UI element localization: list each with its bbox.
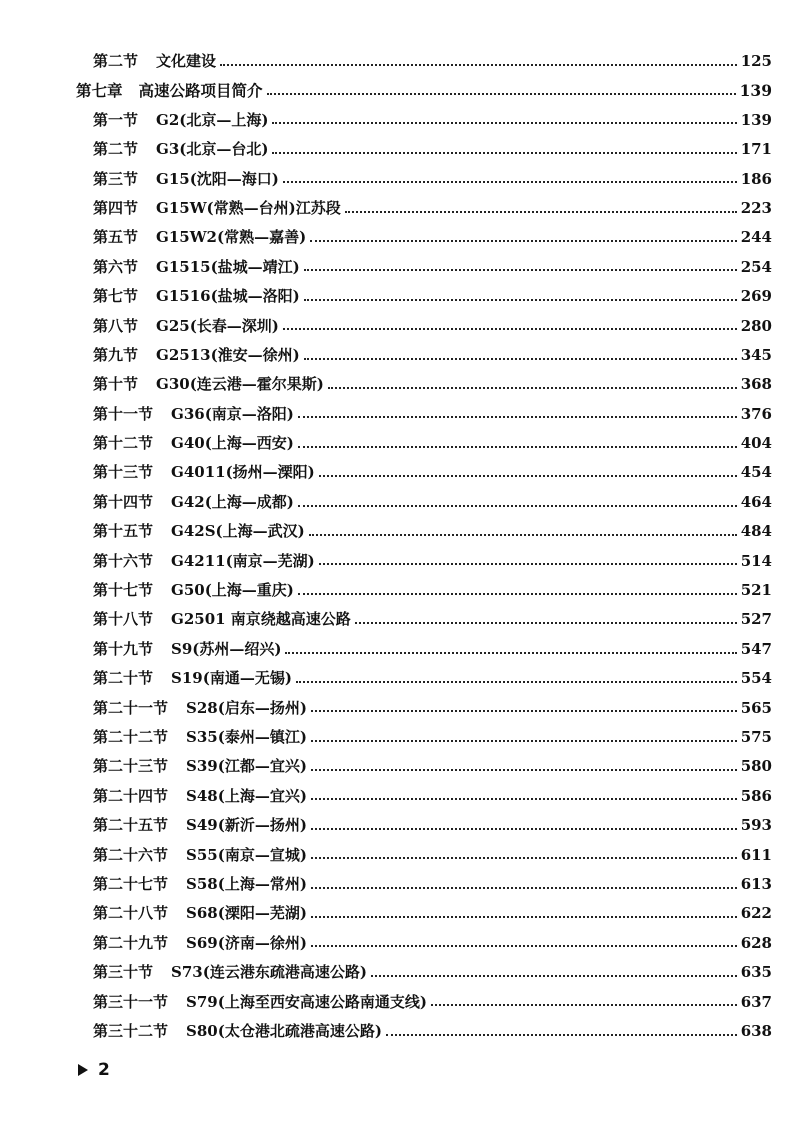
toc-section-row[interactable]: [76, 341, 772, 370]
toc-page-number: 223: [740, 198, 772, 217]
toc-page-number: 637: [740, 992, 772, 1011]
toc-page-number: 139: [740, 110, 772, 129]
toc-page-number: 638: [740, 1021, 772, 1040]
toc-entry-number: 第二十四节: [93, 786, 169, 805]
toc-page-number: 521: [740, 581, 772, 600]
toc-section-row[interactable]: [76, 899, 772, 928]
dot-leader: [345, 211, 737, 213]
toc-entry-number: 第十二节: [93, 434, 154, 453]
toc-entry-number: 第十节: [93, 375, 139, 394]
dot-leader: [311, 740, 737, 742]
toc-entry-number: 第二节: [93, 52, 139, 70]
toc-entry-title: G30(连云港—霍尔果斯): [156, 375, 324, 394]
toc-page-number: 484: [740, 522, 772, 541]
toc-section-row[interactable]: [76, 723, 772, 752]
dot-leader: [220, 64, 737, 66]
toc-entry-title: G25(长春—深圳): [156, 316, 279, 335]
toc-entry-title: G40(上海—西安): [171, 434, 294, 453]
toc-entry-number: 第三十一节: [93, 992, 169, 1011]
dot-leader: [272, 152, 736, 154]
dot-leader: [309, 534, 737, 536]
toc-page-number: 565: [740, 698, 772, 717]
dot-leader: [311, 945, 737, 947]
toc-page-number: 586: [740, 786, 772, 805]
toc-entry-number: 第二十五节: [93, 816, 169, 835]
table-of-contents: [76, 47, 772, 1046]
toc-entry-title: G2513(淮安—徐州): [156, 345, 300, 364]
toc-entry-title: G50(上海—重庆): [171, 581, 294, 600]
toc-page-number: 628: [740, 933, 772, 952]
toc-section-row[interactable]: [76, 782, 772, 811]
dot-leader: [296, 681, 737, 683]
toc-section-row[interactable]: [76, 517, 772, 546]
toc-page-number: 269: [740, 287, 772, 306]
toc-entry-title: S19(南通—无锡): [171, 669, 292, 688]
toc-entry-title: S79(上海至西安高速公路南通支线): [186, 992, 427, 1011]
page-number: 2: [98, 1060, 110, 1080]
toc-section-row[interactable]: [76, 458, 772, 487]
toc-entry-title: G15W(常熟—台州)江苏段: [156, 198, 341, 217]
dot-leader: [272, 122, 736, 124]
toc-entry-title: G1515(盐城—靖江): [156, 257, 300, 276]
toc-entry-title: S35(泰州—镇江): [186, 727, 307, 746]
dot-leader: [355, 622, 737, 624]
toc-page-number: 611: [740, 845, 772, 864]
toc-entry-number: 第二十九节: [93, 933, 169, 952]
toc-entry-title: S9(苏州—绍兴): [171, 639, 282, 658]
toc-entry-number: 第十四节: [93, 492, 154, 511]
toc-entry-title: G2(北京—上海): [156, 110, 269, 129]
toc-entry-title: G36(南京—洛阳): [171, 404, 294, 423]
toc-page-number: 527: [740, 610, 772, 629]
toc-entry-number: 第一节: [93, 110, 139, 129]
toc-entry-title: S39(江都—宜兴): [186, 757, 307, 776]
dot-leader: [386, 1034, 737, 1036]
dot-leader: [285, 652, 736, 654]
toc-entry-title: G42(上海—成都): [171, 492, 294, 511]
toc-page-number: 554: [740, 669, 772, 688]
toc-page-number: 345: [740, 345, 772, 364]
dot-leader: [328, 387, 737, 389]
toc-entry-number: 第三节: [93, 169, 139, 188]
toc-page-number: 622: [740, 904, 772, 923]
toc-page-number: 139: [739, 81, 772, 101]
toc-entry-number: 第十八节: [93, 610, 154, 629]
toc-section-row[interactable]: [76, 547, 772, 576]
toc-entry-title: G3(北京—台北): [156, 140, 269, 159]
toc-page-number: 376: [740, 404, 772, 423]
page-footer: [78, 1060, 110, 1080]
toc-section-row[interactable]: [76, 635, 772, 664]
toc-entry-number: 第二十六节: [93, 845, 169, 864]
toc-entry-title: G4211(南京—芜湖): [171, 551, 315, 570]
toc-page-number: 580: [740, 757, 772, 776]
dot-leader: [319, 563, 737, 565]
toc-section-row[interactable]: [76, 282, 772, 311]
toc-section-row[interactable]: [76, 312, 772, 341]
toc-section-row[interactable]: [76, 429, 772, 458]
toc-entry-title: G15(沈阳—海口): [156, 169, 279, 188]
toc-entry-number: 第二十一节: [93, 698, 169, 717]
toc-page-number: 171: [740, 140, 772, 159]
toc-page-number: 575: [740, 727, 772, 746]
toc-page-number: 244: [740, 228, 772, 247]
toc-section-row[interactable]: [76, 488, 772, 517]
dot-leader: [319, 475, 737, 477]
toc-section-row[interactable]: [76, 958, 772, 987]
toc-entry-number: 第六节: [93, 257, 139, 276]
toc-entry-number: 第八节: [93, 316, 139, 335]
toc-section-row[interactable]: [76, 135, 772, 164]
toc-entry-number: 第五节: [93, 228, 139, 247]
toc-entry-title: S58(上海—常州): [186, 874, 307, 893]
toc-entry-number: 第十一节: [93, 404, 154, 423]
toc-entry-title: G1516(盐城—洛阳): [156, 287, 300, 306]
toc-section-row[interactable]: [76, 576, 772, 605]
dot-leader: [311, 798, 737, 800]
dot-leader: [311, 769, 737, 771]
dot-leader: [283, 328, 737, 330]
toc-page-number: 547: [740, 639, 772, 658]
toc-entry-number: 第十七节: [93, 581, 154, 600]
triangle-right-icon: [78, 1064, 88, 1076]
toc-section-row[interactable]: [76, 841, 772, 870]
dot-leader: [431, 1004, 737, 1006]
toc-entry-number: 第二十节: [93, 669, 154, 688]
toc-section-row[interactable]: [76, 929, 772, 958]
toc-entry-title: S49(新沂—扬州): [186, 816, 307, 835]
toc-entry-title: 文化建设: [156, 52, 217, 70]
toc-entry-number: 第四节: [93, 198, 139, 217]
toc-entry-title: G42S(上海—武汉): [171, 522, 305, 541]
dot-leader: [298, 505, 737, 507]
toc-page-number: 464: [740, 492, 772, 511]
toc-entry-title: S48(上海—宜兴): [186, 786, 307, 805]
toc-section-row[interactable]: [76, 106, 772, 135]
toc-entry-title: S73(连云港东疏港高速公路): [171, 963, 367, 982]
toc-page-number: 254: [740, 257, 772, 276]
toc-page-number: 125: [740, 52, 772, 70]
toc-section-row[interactable]: [76, 47, 772, 76]
toc-page-number: 368: [740, 375, 772, 394]
toc-section-row[interactable]: [76, 988, 772, 1017]
toc-entry-number: 第二十三节: [93, 757, 169, 776]
toc-page-number: 280: [740, 316, 772, 335]
toc-entry-number: 第十三节: [93, 463, 154, 482]
toc-entry-title: S28(启东—扬州): [186, 698, 307, 717]
toc-entry-number: 第二十八节: [93, 904, 169, 923]
dot-leader: [371, 975, 737, 977]
toc-entry-number: 第七节: [93, 287, 139, 306]
toc-entry-title: S69(济南—徐州): [186, 933, 307, 952]
toc-entry-title: S80(太仓港北疏港高速公路): [186, 1021, 382, 1040]
toc-section-row[interactable]: [76, 165, 772, 194]
toc-section-row[interactable]: [76, 664, 772, 693]
toc-section-row[interactable]: [76, 870, 772, 899]
dot-leader: [311, 887, 737, 889]
toc-section-row[interactable]: [76, 752, 772, 781]
toc-entry-title: S55(南京—宣城): [186, 845, 307, 864]
dot-leader: [310, 240, 737, 242]
toc-entry-title: G2501 南京绕越高速公路: [171, 610, 351, 629]
dot-leader: [267, 93, 736, 95]
toc-entry-number: 第十五节: [93, 522, 154, 541]
dot-leader: [298, 593, 737, 595]
toc-page-number: 593: [740, 816, 772, 835]
toc-page-number: 514: [740, 551, 772, 570]
toc-page-number: 404: [740, 434, 772, 453]
toc-entry-number: 第二节: [93, 140, 139, 159]
toc-entry-title: S68(溧阳—芜湖): [186, 904, 307, 923]
toc-entry-title: 高速公路项目简介: [138, 81, 263, 101]
toc-page-number: 613: [740, 874, 772, 893]
dot-leader: [304, 358, 737, 360]
dot-leader: [283, 181, 737, 183]
toc-entry-number: 第十六节: [93, 551, 154, 570]
dot-leader: [304, 299, 737, 301]
dot-leader: [311, 710, 737, 712]
dot-leader: [311, 828, 737, 830]
toc-entry-title: G4011(扬州—溧阳): [171, 463, 315, 482]
dot-leader: [298, 446, 737, 448]
toc-section-row[interactable]: [76, 811, 772, 840]
toc-entry-number: 第九节: [93, 345, 139, 364]
toc-section-row[interactable]: [76, 400, 772, 429]
dot-leader: [298, 416, 737, 418]
dot-leader: [311, 916, 737, 918]
toc-page-number: 454: [740, 463, 772, 482]
toc-chapter-row[interactable]: [76, 76, 772, 105]
toc-page-number: 635: [740, 963, 772, 982]
toc-section-row[interactable]: [76, 223, 772, 252]
toc-entry-title: G15W2(常熟—嘉善): [156, 228, 307, 247]
toc-section-row[interactable]: [76, 253, 772, 282]
toc-entry-number: 第三十二节: [93, 1021, 169, 1040]
toc-entry-number: 第三十节: [93, 963, 154, 982]
toc-entry-number: 第二十二节: [93, 727, 169, 746]
toc-section-row[interactable]: [76, 194, 772, 223]
dot-leader: [311, 857, 737, 859]
toc-section-row[interactable]: [76, 370, 772, 399]
toc-entry-number: 第十九节: [93, 639, 154, 658]
toc-entry-number: 第七章: [76, 81, 123, 101]
toc-entry-number: 第二十七节: [93, 874, 169, 893]
toc-section-row[interactable]: [76, 694, 772, 723]
toc-section-row[interactable]: [76, 605, 772, 634]
toc-page-number: 186: [740, 169, 772, 188]
toc-section-row[interactable]: [76, 1017, 772, 1046]
dot-leader: [304, 269, 737, 271]
